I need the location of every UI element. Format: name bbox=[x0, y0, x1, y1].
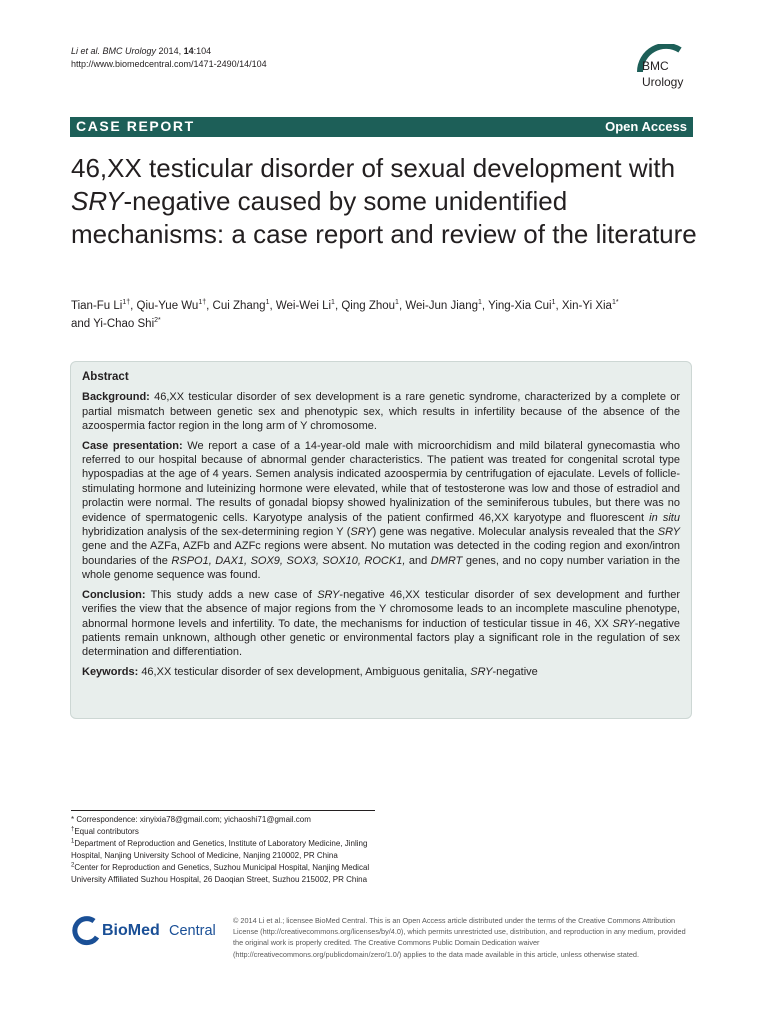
journal-logo-line2: Urology bbox=[642, 75, 684, 89]
author[interactable]: Tian-Fu $Li^{1\dagger}$ bbox=[71, 299, 131, 312]
equal-contributors-note: †Equal contributors bbox=[71, 826, 139, 836]
article-url[interactable]: http://www.biomedcentral.com/1471-2490/14/104 bbox=[71, 59, 267, 69]
author[interactable]: Wei-Wei Li$^1$ bbox=[275, 299, 335, 312]
abstract-conclusion: Conclusion: This study adds a new case of SRY-negative 46,XX testicular disorder of sex development and further verifies the view that the absence of major regions from the Y chromosome leads to an incomplete masculine phenotype, abnormal hormone levels and infertility. To date, the mechanisms for induction of testicular tissue in 46, XX SRY-negative patients remain unknown, although other genetic or environmental factors play a significant role in the regulation of sex determination and differentiation. bbox=[82, 588, 680, 659]
author[interactable]: Qing Zhou$^1$ bbox=[341, 299, 399, 312]
publisher-logo-regular: Central bbox=[169, 923, 216, 939]
abstract-box bbox=[70, 361, 692, 719]
author[interactable]: Yi-Chao Shi$^{2*}$ bbox=[93, 317, 161, 330]
abstract-case-presentation: Case presentation: We report a case of a 14-year-old male with microorchidism and mild bilateral gynecomastia who referred to our hospital because of abnormal gender characteristics. The patient was treated for congenital scrotal type hypospadias at the age of 4 years. Semen analysis indicated azoospermia by centrifugation of ejaculate. Levels of follicle-stimulating hormone and luteinizing hormone were elevated, while that of testosterone was low and those of estradiol and prolactin were normal. The results of gonadal biopsy showed hyalinization of the seminiferous tubules, but there was no evidence of spermatogenic cells. Karyotype analysis of the patient confirmed 46,XX karyotype and fluorescent in situ hybridization analysis of the sex-determining region Y (SRY) gene was negative. Molecular analysis revealed that the SRY gene and the AZFa, AZFb and AZFc regions were absent. No mutation was detected in the coding region and exon/intron boundaries of the RSPO1, DAX1, SOX9, SOX3, SOX10, ROCK1, and DMRT genes, and no copy number variation in the whole genome sequence was found. bbox=[82, 439, 681, 582]
abstract-content bbox=[82, 370, 680, 684]
author[interactable]: Cui Zhang$^1$ bbox=[212, 299, 270, 312]
citation-line bbox=[71, 45, 267, 58]
abstract-keywords: Keywords: 46,XX testicular disorder of sex development, Ambiguous genitalia, SRY-negative bbox=[82, 665, 538, 678]
abstract-background: Background: 46,XX testicular disorder of sex development is a rare genetic syndrome, characterized by a complete or partial mismatch between genetic sex and phenotypic sex, which results in infertility because of the absence of the azoospermia factor region in the long arm of Y chromosome. bbox=[82, 391, 680, 433]
publisher-logo-bold: BioMed bbox=[102, 922, 160, 939]
affiliation-2: $^2$Center for Reproduction and Genetics, Suzhou Municipal Hospital, Nanjing Medical University Affiliated Suzhou Hospital, 26 Daoqian Street, Suzhou 215002, PR China bbox=[71, 862, 370, 884]
title-italic: SRY bbox=[71, 186, 124, 216]
author[interactable]: Ying-Xia Cui$^1$ bbox=[488, 299, 556, 312]
footnote-divider bbox=[71, 810, 375, 811]
affiliation-1: $^1$Department of Reproduction and Genetics, Institute of Laboratory Medicine, Jinling Hospital, Nanjing University School of Medicine, Nanjing 210002, PR China bbox=[71, 838, 368, 860]
title-part2: -negative caused by some unidentified mechanisms: a case report and review of the literature bbox=[71, 186, 697, 249]
journal-logo bbox=[628, 44, 708, 98]
title-part1: 46,XX testicular disorder of sexual development with bbox=[71, 153, 676, 183]
abstract-heading: Abstract bbox=[82, 371, 129, 383]
article-type-banner bbox=[70, 117, 693, 137]
citation-header bbox=[71, 45, 267, 71]
citation-journal: Li et al. BMC Urology bbox=[71, 46, 157, 56]
correspondence-note[interactable]: * Correspondence: xinyixia78@gmail.com; yichaoshi71@gmail.com bbox=[71, 815, 311, 824]
citation-article: :104 bbox=[193, 46, 212, 56]
author[interactable]: Wei-Jun Jiang$^1$ bbox=[405, 299, 482, 312]
author[interactable]: Qiu-Yue $Wu^{1\dagger}$ bbox=[136, 299, 207, 312]
publisher-logo bbox=[71, 913, 221, 953]
citation-volume: 14 bbox=[183, 46, 194, 56]
footnotes bbox=[71, 814, 381, 886]
author[interactable]: Xin-Yi Xia$^{1*}$ bbox=[561, 299, 619, 312]
license-statement: © 2014 Li et al.; licensee BioMed Central. This is an Open Access article distributed under the terms of the Creative Commons Attribution License (http://creativecommons.org/licenses/by/4.0), which permits unrestricted use, distribution, and reproduction in any medium, provided the original work is properly credited. The Creative Commons Public Domain Dedication waiver (http://creativecommons.org/publicdomain/zero/1.0/) applies to the data made available in this article, unless otherwise stated. bbox=[233, 916, 686, 959]
open-access-label: Open Access bbox=[605, 119, 687, 134]
article-type-label: CASE REPORT bbox=[76, 118, 195, 134]
publisher-logo-ring-icon bbox=[71, 913, 101, 953]
author-list: Tian-Fu $Li^{1\dagger}$, Qiu-Yue $Wu^{1\dagger}$, Cui Zhang$^1$, Wei-Wei Li$^1$, Qing Zhou$^1$, Wei-Jun Jiang$^1$, Ying-Xia Cui$^1$, Xin-Yi Xia$^{1*}$ and Yi-Chao Shi$^{2*}$ bbox=[71, 299, 619, 330]
citation-year: 2014, bbox=[158, 46, 182, 56]
article-title bbox=[71, 152, 701, 251]
journal-logo-line1: BMC bbox=[642, 59, 669, 73]
